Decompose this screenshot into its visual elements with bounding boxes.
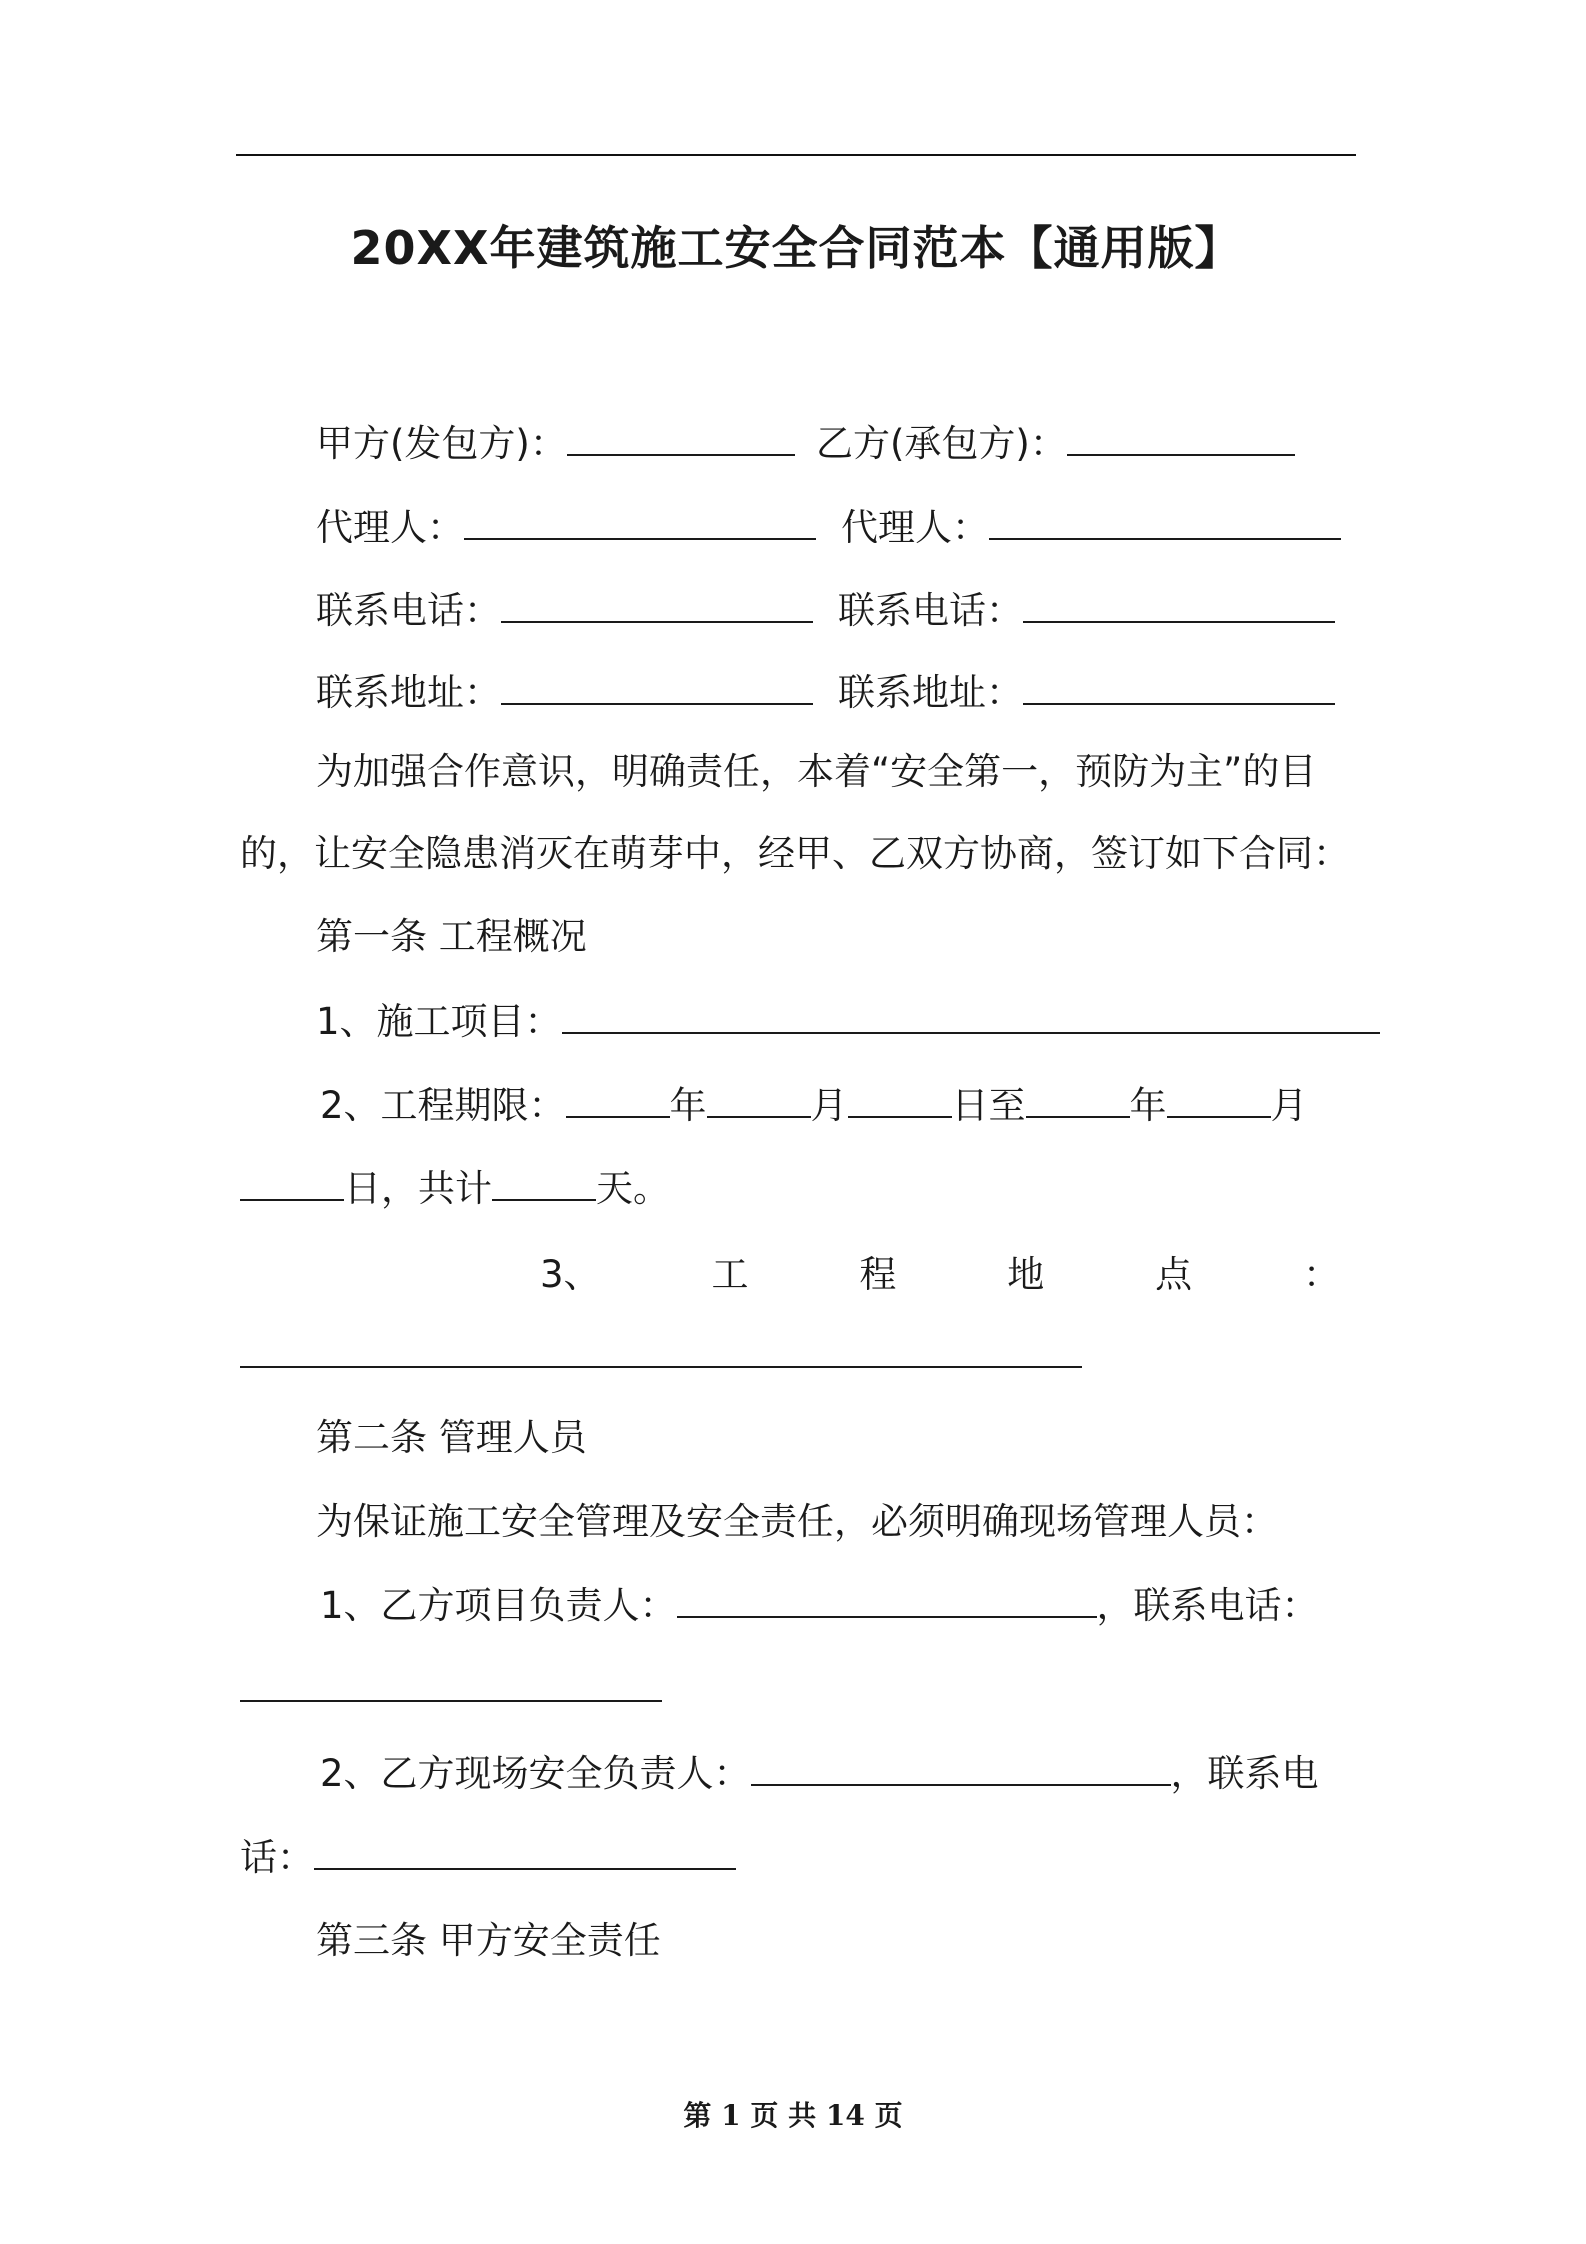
article1-item2-cont (240, 1163, 670, 1214)
header-rule (236, 154, 1356, 156)
location-part-4: 地 (1007, 1253, 1045, 1296)
period-label: 2、工程期限： (320, 1084, 566, 1127)
location-part-6: ： (1303, 1253, 1340, 1296)
article1-item2 (320, 1080, 1308, 1131)
party-b-blank[interactable] (1067, 418, 1295, 456)
phone-a-blank[interactable] (501, 585, 813, 623)
days-unit: 天。 (596, 1167, 670, 1210)
article1-heading: 第一条 工程概况 (316, 915, 587, 958)
party-a-blank[interactable] (567, 418, 795, 456)
safety-officer-phone-line (240, 1832, 736, 1883)
end-month-blank[interactable] (1167, 1080, 1271, 1118)
phone-a (316, 585, 838, 636)
safety-officer-phone-blank[interactable] (314, 1832, 736, 1870)
party-a (316, 418, 816, 469)
address-a-label: 联系地址： (316, 671, 501, 714)
start-day-to: 日至 (951, 1084, 1026, 1127)
safety-officer-phone-label-cont: 话： (240, 1836, 314, 1879)
intro-line-2: 的，让安全隐患消灭在萌芽中，经甲、乙双方协商，签订如下合同： (240, 832, 1350, 875)
agent-row (316, 502, 1341, 553)
address-row (316, 667, 1335, 718)
project-label: 1、施工项目： (316, 1000, 562, 1043)
address-b-label: 联系地址： (838, 671, 1023, 714)
project-blank[interactable] (562, 996, 1380, 1034)
end-day-blank[interactable] (240, 1163, 344, 1201)
article1-item1 (316, 996, 1380, 1047)
article2-item2 (320, 1748, 1319, 1799)
agent-a (316, 502, 841, 553)
article3-heading: 第三条 甲方安全责任 (316, 1919, 661, 1962)
total-days-blank[interactable] (492, 1163, 596, 1201)
location-part-2: 工 (711, 1253, 749, 1296)
safety-officer-blank[interactable] (751, 1748, 1171, 1786)
manager-phone-label: ，联系电话： (1096, 1584, 1319, 1627)
phone-a-label: 联系电话： (316, 589, 501, 632)
manager-blank[interactable] (677, 1580, 1097, 1618)
address-b-blank[interactable] (1023, 667, 1335, 705)
end-year-unit: 年 (1129, 1084, 1167, 1127)
article2-item1 (320, 1580, 1319, 1631)
start-year-unit: 年 (669, 1084, 707, 1127)
phone-b-label: 联系电话： (838, 589, 1023, 632)
address-b (838, 667, 1335, 718)
end-year-blank[interactable] (1026, 1080, 1130, 1118)
address-a (316, 667, 838, 718)
article1-item3 (540, 1250, 1340, 1300)
location-blank[interactable] (240, 1330, 1082, 1368)
manager-label: 1、乙方项目负责人： (320, 1584, 677, 1627)
location-part-3: 程 (859, 1253, 897, 1296)
start-year-blank[interactable] (566, 1080, 670, 1118)
location-part-1: 3、 (540, 1253, 601, 1296)
agent-a-label: 代理人： (316, 506, 464, 549)
address-a-blank[interactable] (501, 667, 813, 705)
phone-row (316, 585, 1335, 636)
safety-officer-phone-label: ，联系电 (1170, 1752, 1319, 1795)
location-part-5: 点 (1155, 1253, 1193, 1296)
agent-a-blank[interactable] (464, 502, 816, 540)
party-row (316, 418, 1295, 469)
agent-b-label: 代理人： (841, 506, 989, 549)
article2-heading: 第二条 管理人员 (316, 1416, 587, 1459)
manager-phone-line (240, 1664, 662, 1715)
manager-phone-blank[interactable] (240, 1664, 662, 1702)
party-b (816, 418, 1295, 469)
document-title: 20XX年建筑施工安全合同范本【通用版】 (350, 221, 1242, 275)
party-b-label: 乙方(承包方)： (816, 422, 1067, 465)
agent-b (841, 502, 1341, 553)
start-month-blank[interactable] (707, 1080, 811, 1118)
intro-line-1: 为加强合作意识，明确责任，本着“安全第一，预防为主”的目 (316, 750, 1317, 793)
location-blank-line (240, 1330, 1082, 1381)
start-day-blank[interactable] (848, 1080, 952, 1118)
phone-b-blank[interactable] (1023, 585, 1335, 623)
end-day-total: 日，共计 (344, 1167, 492, 1210)
article2-desc: 为保证施工安全管理及安全责任，必须明确现场管理人员： (316, 1500, 1278, 1543)
page-footer: 第 1 页 共 14 页 (683, 2099, 903, 2132)
party-a-label: 甲方(发包方)： (316, 422, 567, 465)
phone-b (838, 585, 1335, 636)
safety-officer-label: 2、乙方现场安全负责人： (320, 1752, 751, 1795)
end-month-unit: 月 (1270, 1084, 1308, 1127)
start-month-unit: 月 (810, 1084, 848, 1127)
agent-b-blank[interactable] (989, 502, 1341, 540)
